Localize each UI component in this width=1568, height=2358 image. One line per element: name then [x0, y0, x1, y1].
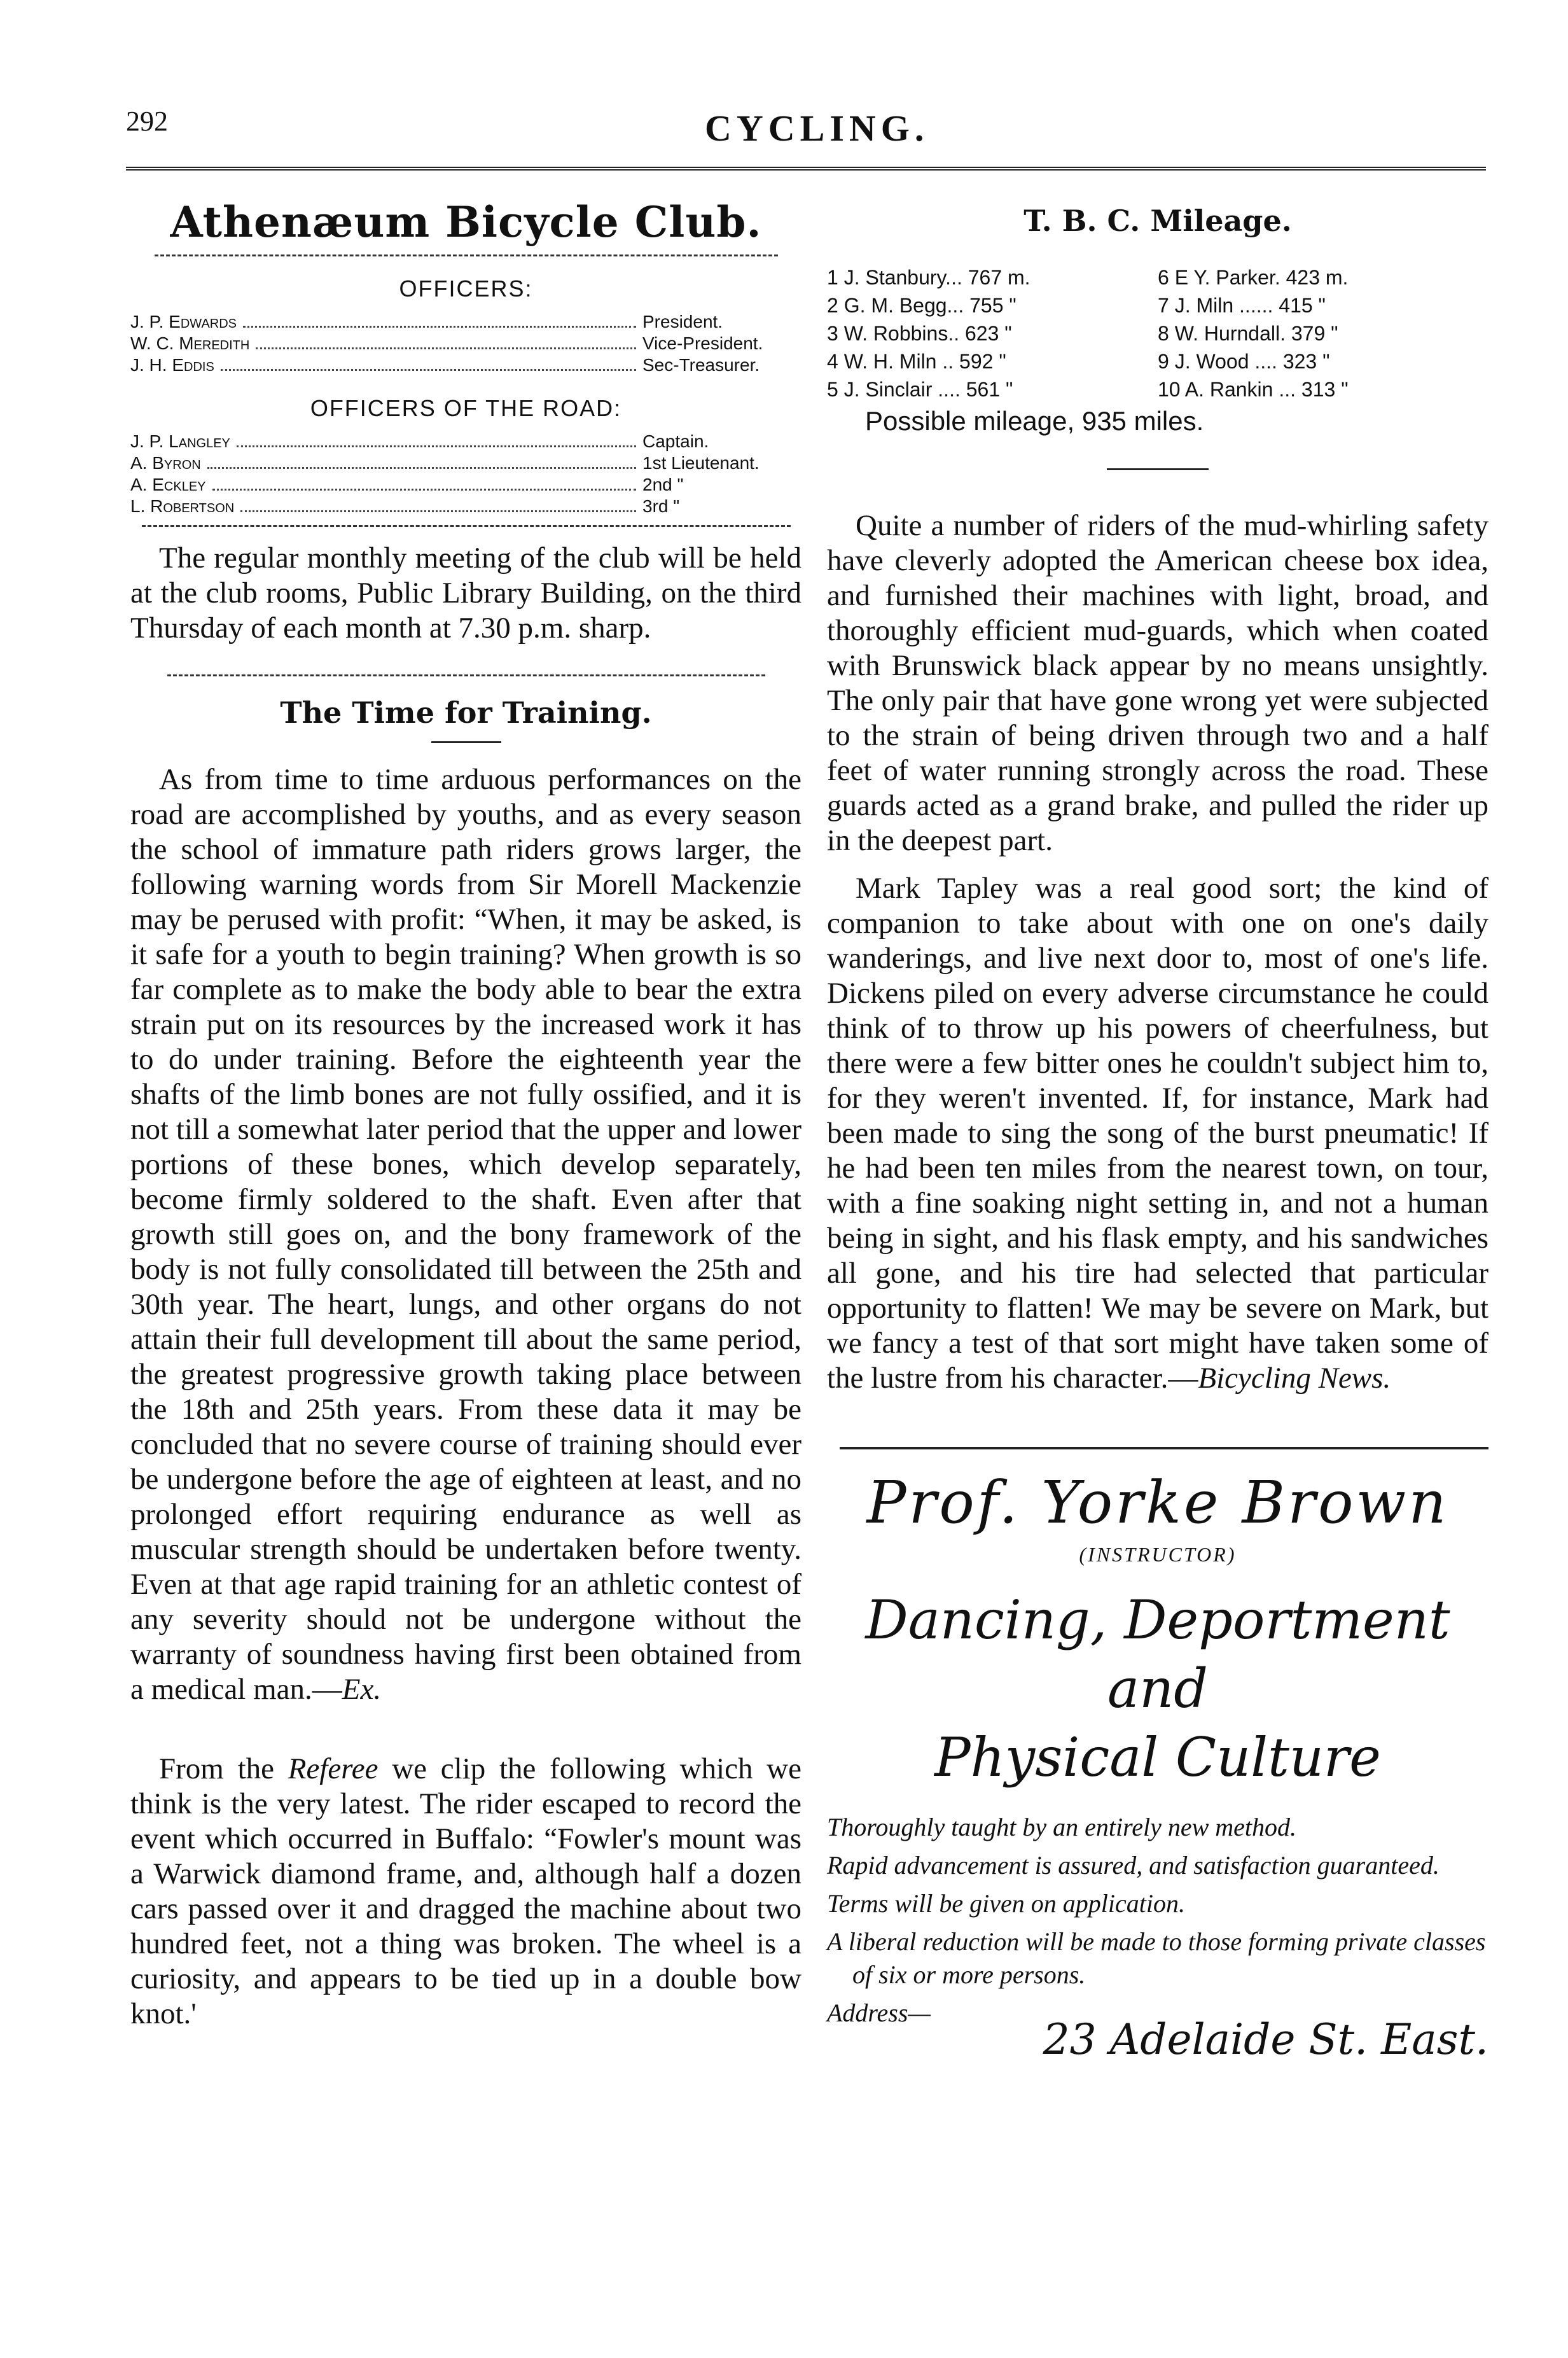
mileage-row	[827, 263, 1488, 291]
mudguard-paragraph: Quite a number of riders of the mud-whirling safety have cleverly adopted the American cheese box idea, and furnished their machines with light, broad, and thoroughly efficient mud-guards, which when coated with Brunswick black appear by no means unsightly. The only pair that have gone wrong yet were subjected to the strain of being driven through two and a half feet of water running strongly across the road. These guards acted as a grand brake, and pulled the rider up in the deepest part.	[827, 509, 1488, 857]
header-rule	[126, 167, 1486, 173]
mileage-total: Possible mileage, 935 miles.	[865, 406, 1204, 436]
section-divider	[142, 525, 791, 527]
officer-role: 3rd "	[642, 496, 680, 516]
officer-name: J. H. Eddis	[130, 355, 214, 375]
officer-row	[130, 311, 801, 333]
referee-name: Referee	[288, 1752, 378, 1785]
ad-subject	[827, 1586, 1488, 1792]
mileage-entry: 9 J. Wood .... 323 "	[1158, 350, 1330, 373]
officer-name: A. Eckley	[130, 475, 206, 494]
club-title: Athenæum Bicycle Club.	[170, 197, 762, 247]
advertisement	[827, 1469, 1488, 2064]
advertisement-rule	[840, 1447, 1488, 1449]
officer-row	[130, 474, 801, 496]
short-rule	[431, 741, 501, 743]
ad-line: Terms will be given on application.	[827, 1889, 1185, 1918]
referee-text: we clip the following which we think is the very latest. The rider escaped to record the event which occurred in Buffalo: “Fowler's mount was a Warwick diamond frame, and, although half a dozen cars passed over it and dragged the machine about two hundred feet, not a thing was broken. The wheel is a curiosity, and appears to be tied up in a double bow knot.'	[130, 1752, 801, 2030]
officer-role: Captain.	[642, 431, 709, 451]
ad-line: Thoroughly taught by an entirely new method.	[827, 1813, 1297, 1841]
page-number: 292	[126, 106, 168, 137]
mileage-entry: 2 G. M. Begg... 755 "	[827, 294, 1016, 317]
running-title: CYCLING.	[705, 108, 929, 149]
mileage-row	[827, 291, 1488, 319]
mileage-entry: 10 A. Rankin ... 313 "	[1158, 378, 1349, 401]
mileage-entry: 4 W. H. Miln .. 592 "	[827, 350, 1006, 373]
officer-role: President.	[642, 312, 723, 331]
leader-dots	[256, 347, 636, 349]
section-divider	[167, 674, 765, 676]
leader-dots	[243, 326, 636, 328]
officer-name: A. Byron	[130, 453, 201, 473]
mileage-entry: 8 W. Hurndall. 379 "	[1158, 322, 1338, 345]
officers-heading: OFFICERS:	[399, 276, 533, 302]
officers-list	[130, 311, 801, 376]
mileage-entry: 5 J. Sinclair .... 561 "	[827, 378, 1013, 401]
ad-line: A liberal reduction will be made to those forming private classes of six or more persons.	[827, 1927, 1486, 1989]
ad-address: 23 Adelaide St. East.	[1043, 2015, 1488, 2064]
training-text: As from time to time arduous performances on the road are accomplished by youths, and as every season the school of immature path riders grows larger, the following warning words from Sir Morell Mackenzie may be perused with profit: “When, it may be asked, is it safe for a youth to begin training? When growth is so far complete as to make the body able to bear the extra strain put on its resources by the increased work it has to do under training. Before the eighteenth year the shafts of the limb bones are not fully ossified, and it is not till a somewhat later period that the upper and lower portions of these bones, which develop separately, become firmly soldered to the shaft. Even after that growth still goes on, and the bony framework of the body is not fully consolidated till between the 25th and 30th year. The heart, lungs, and other organs do not attain their full development till about the same period, the greatest progressive growth taking place between the 18th and 25th years. From these data it may be concluded that no severe course of training should ever be undergone before the age of eighteen at least, and no prolonged effort requiring endurance as well as muscular strength should be undertaken before twenty. Even at that age rapid training for an athletic contest of any severity should not be undergone without the warranty of soundness having first been obtained from a medical man.—	[130, 763, 801, 1706]
title-divider	[155, 255, 778, 256]
officer-row	[130, 333, 801, 354]
right-column	[827, 191, 1488, 2064]
officer-row	[130, 452, 801, 474]
mileage-entry: 7 J. Miln ...... 415 "	[1158, 294, 1326, 317]
road-officers-heading: OFFICERS OF THE ROAD:	[310, 395, 622, 421]
training-paragraph	[130, 762, 801, 1707]
ad-line: Rapid advancement is assured, and satisfaction guaranteed.	[827, 1851, 1440, 1880]
mileage-title: T. B. C. Mileage.	[1023, 204, 1292, 238]
leader-dots	[237, 445, 636, 447]
tapley-source: Bicycling News.	[1198, 1362, 1391, 1395]
officer-role: 2nd "	[642, 475, 684, 494]
training-source: Ex.	[342, 1673, 382, 1706]
ad-role: (INSTRUCTOR)	[1079, 1543, 1237, 1566]
ad-subject-line: Physical Culture	[934, 1726, 1381, 1789]
referee-paragraph	[130, 1752, 801, 2032]
officer-row	[130, 354, 801, 376]
leader-dots	[212, 489, 637, 491]
officer-role: 1st Lieutenant.	[642, 453, 760, 473]
training-title: The Time for Training.	[280, 695, 652, 730]
left-column	[130, 191, 801, 2032]
mileage-entry: 1 J. Stanbury... 767 m.	[827, 266, 1030, 289]
leader-dots	[207, 467, 636, 469]
meeting-paragraph: The regular monthly meeting of the club will be held at the club rooms, Public Library Building, on the third Thursday of each month at 7.30 p.m. sharp.	[130, 541, 801, 645]
leader-dots	[240, 510, 636, 512]
mileage-row	[827, 375, 1488, 403]
mileage-row	[827, 347, 1488, 375]
officer-name: W. C. Meredith	[130, 333, 250, 353]
officer-role: Vice-President.	[642, 333, 763, 353]
tapley-text: Mark Tapley was a real good sort; the kind of companion to take about with one on one's daily wanderings, and live next door to, most of one's life. Dickens piled on every adverse circumstance he could think of to throw up his powers of cheerfulness, but there were a few bitter ones he couldn't subject him to, for they weren't invented. If, for instance, Mark had been made to sing the song of the burst pneumatic! If he had been ten miles from the nearest town, on tour, with a fine soaking night setting in, and not a human being in sight, and his flask empty, and his sandwiches all gone, and his tire had selected that particular opportunity to flatten! We may be severe on Mark, but we fancy a test of that sort might have taken some of the lustre from his character.—	[827, 872, 1488, 1395]
mileage-row	[827, 319, 1488, 347]
mileage-entry: 3 W. Robbins.. 623 "	[827, 322, 1012, 345]
leader-dots	[221, 369, 636, 371]
ad-address-label: Address—	[827, 1999, 931, 2027]
officer-name: J. P. Edwards	[130, 312, 237, 331]
mileage-table	[827, 263, 1488, 403]
officer-role: Sec-Treasurer.	[642, 355, 760, 375]
referee-pre: From the	[159, 1752, 288, 1785]
officer-name: J. P. Langley	[130, 431, 230, 451]
short-rule	[1107, 468, 1209, 470]
tapley-paragraph	[827, 871, 1488, 1396]
road-officers-list	[130, 431, 801, 517]
ad-subject-line: Dancing, Deportment and	[865, 1589, 1450, 1720]
officer-row	[130, 431, 801, 452]
mileage-entry: 6 E Y. Parker. 423 m.	[1158, 266, 1349, 289]
officer-name: L. Robertson	[130, 496, 235, 516]
ad-name: Prof. Yorke Brown	[866, 1469, 1449, 1537]
officer-row	[130, 496, 801, 517]
